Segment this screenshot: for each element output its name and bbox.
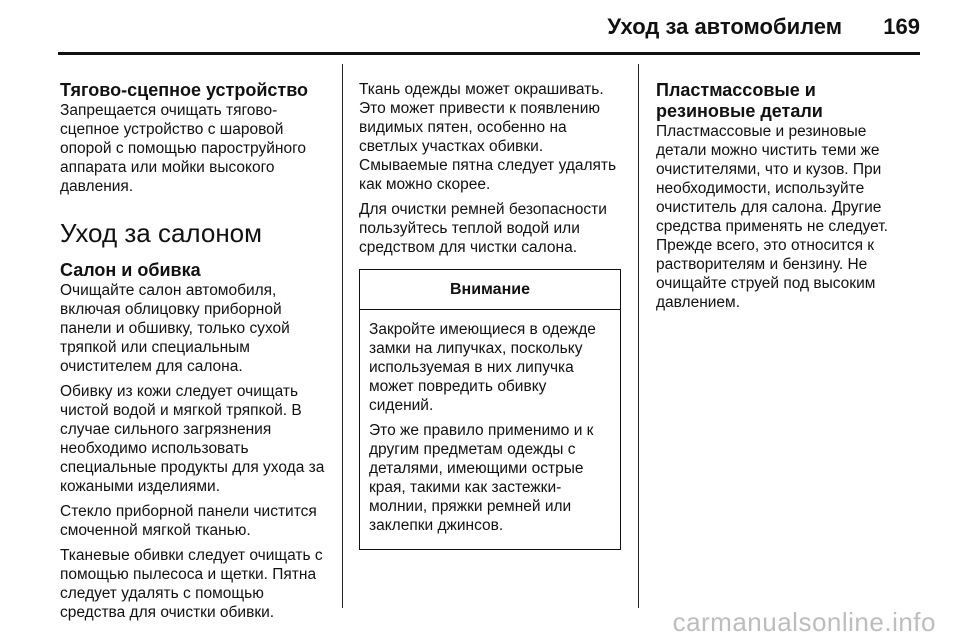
column-3 — [656, 80, 918, 318]
towbar-paragraph: Запрещается очищать тягово-сцепное устройство с шаровой опорой с помощью пароструйного аппарата или мойки высокого давления. — [60, 102, 307, 195]
section-title: Уход за салоном — [60, 218, 263, 248]
column-2 — [359, 80, 621, 550]
interior-heading: Салон и обивка — [60, 260, 201, 280]
warning-body — [360, 310, 620, 549]
plastic-heading: Пластмассовые и резиновые детали — [656, 80, 823, 121]
fabric-paragraph-2: Для очистки ремней безопасности пользуйтесь теплой водой или средством для чистки салона. — [359, 201, 607, 256]
warning-paragraph-1: Закройте имеющиеся в одежде замки на липучках, поскольку используемая в них липучка может повредить обивку сидений. — [369, 321, 596, 414]
interior-paragraph-1: Очищайте салон автомобиля, включая облицовку приборной панели и обшивку, только сухой тряпкой или специальным очистителем для салона. — [60, 282, 290, 375]
page-header — [0, 0, 960, 50]
plastic-paragraph: Пластмассовые и резиновые детали можно чистить теми же очистителями, что и кузов. При необходимости, используйте очиститель для салона. Другие средства применять не следует. Прежде всего, это относится к растворителям и бензину. Не очищайте струей под высоким давлением. — [656, 123, 888, 311]
warning-box — [359, 269, 621, 550]
interior-paragraph-4: Тканевые обивки следует очищать с помощью пылесоса и щетки. Пятна следует удалять с помощью средства для очистки обивки. — [60, 547, 323, 621]
interior-paragraph-3: Стекло приборной панели чистится смоченной мягкой тканью. — [60, 503, 317, 539]
warning-title: Внимание — [360, 270, 620, 310]
fabric-paragraph-1: Ткань одежды может окрашивать. Это может привести к появлению видимых пятен, особенно на светлых участках обивки. Смываемые пятна следует удалять как можно скорее. — [359, 81, 617, 193]
column-1 — [60, 80, 328, 628]
towbar-heading: Тягово-сцепное устройство — [60, 80, 309, 100]
column-divider-2 — [638, 64, 639, 608]
interior-paragraph-2: Обивку из кожи следует очищать чистой водой и мягкой тряпкой. В случае сильного загрязнения необходимо использовать специальные продукты для ухода за кожаными изделиями. — [60, 383, 325, 495]
warning-paragraph-2: Это же правило применимо и к другим предметам одежды с деталями, имеющими острые края, такими как застежки-молнии, пряжки ремней или заклепки джинсов. — [369, 422, 594, 534]
watermark-text: carmanualsonline.info — [672, 607, 936, 637]
page-number: 169 — [883, 14, 920, 39]
running-title: Уход за автомобилем — [607, 14, 842, 39]
header-rule — [58, 52, 920, 55]
column-divider-1 — [342, 64, 343, 608]
